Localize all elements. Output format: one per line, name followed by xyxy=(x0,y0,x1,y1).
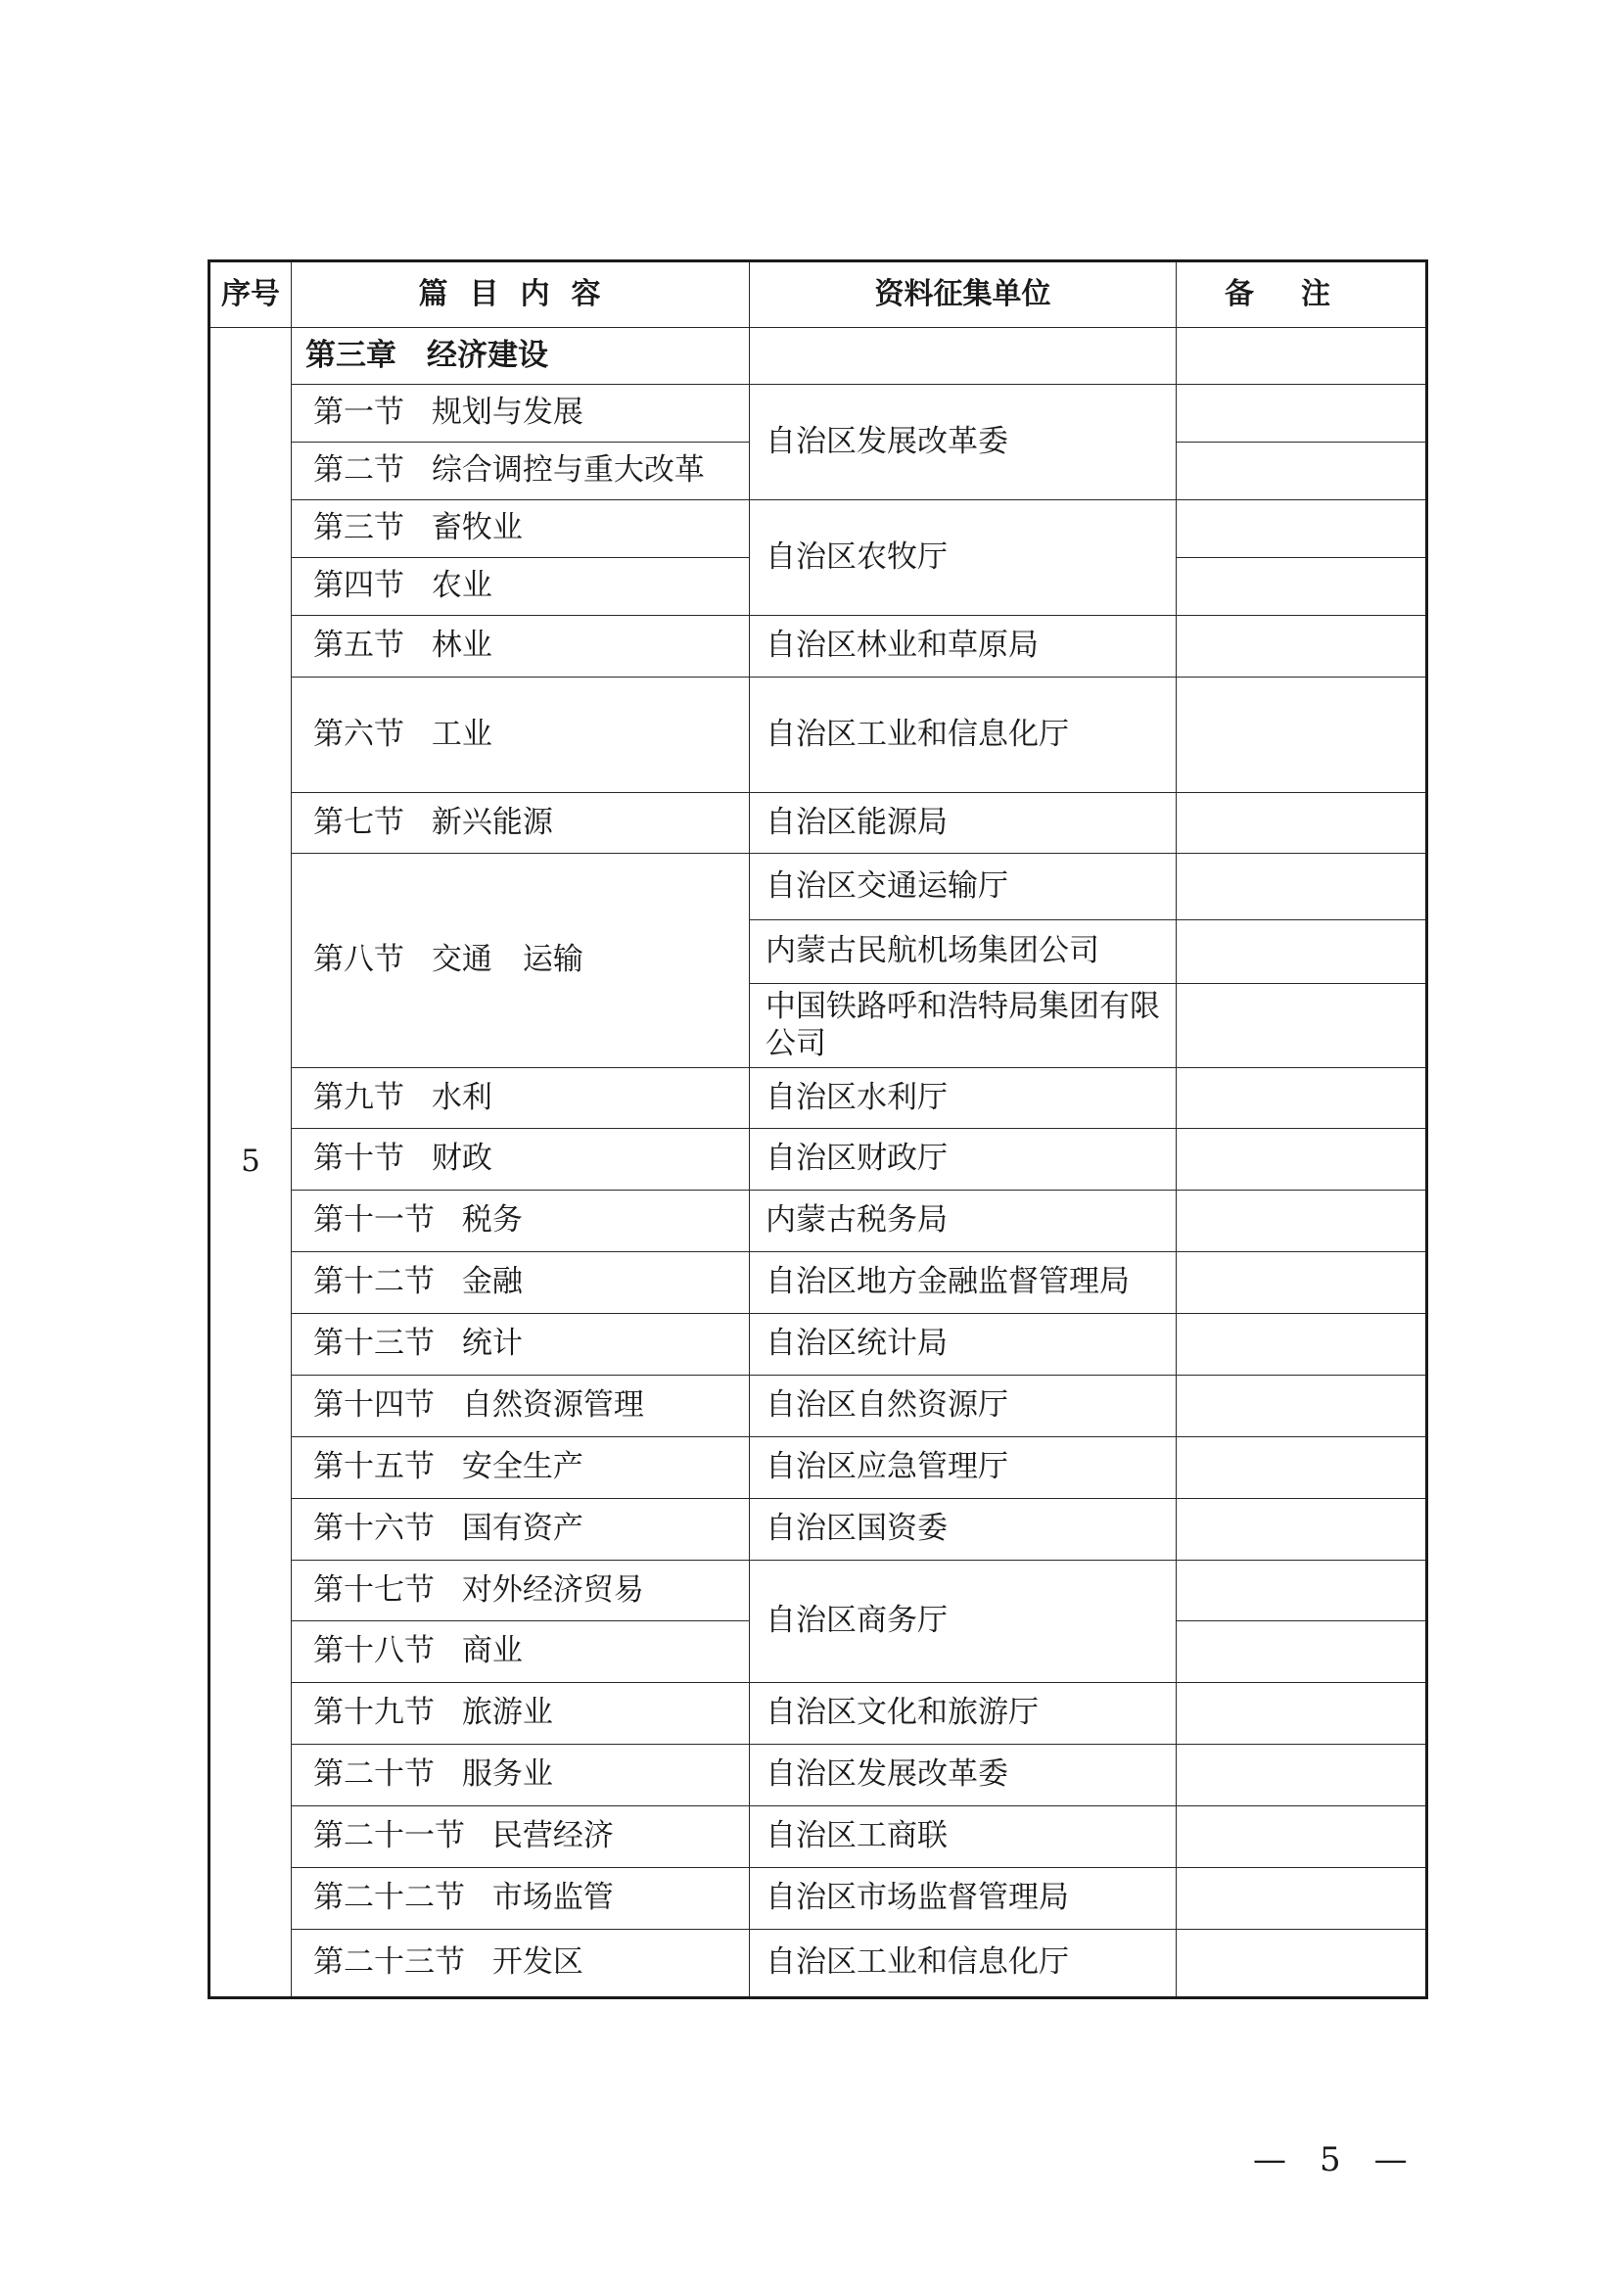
note-cell xyxy=(1177,1930,1427,1998)
note-cell xyxy=(1177,1621,1427,1683)
section-cell xyxy=(292,1499,750,1561)
table-row xyxy=(209,1129,1427,1191)
note-cell xyxy=(1177,500,1427,558)
note-cell xyxy=(1177,1129,1427,1191)
section-title: 林业 xyxy=(431,628,492,664)
unit-cell: 自治区发展改革委 xyxy=(750,385,1177,500)
section-label: 第七节 xyxy=(313,804,404,840)
seq-cell: 5 xyxy=(209,328,292,1998)
unit-cell: 中国铁路呼和浩特局集团有限公司 xyxy=(750,984,1177,1068)
note-cell xyxy=(1177,920,1427,984)
unit-cell: 自治区市场监督管理局 xyxy=(750,1868,1177,1930)
section-cell xyxy=(292,1437,750,1499)
section-title: 民营经济 xyxy=(491,1818,614,1854)
section-label: 第二十三节 xyxy=(313,1944,465,1981)
section-cell xyxy=(292,1191,750,1252)
unit-cell: 自治区文化和旅游厅 xyxy=(750,1683,1177,1745)
note-cell xyxy=(1177,1191,1427,1252)
note-cell xyxy=(1177,1252,1427,1314)
section-label: 第十九节 xyxy=(313,1695,435,1731)
header-unit: 资料征集单位 xyxy=(750,261,1177,328)
section-label: 第十八节 xyxy=(313,1633,435,1669)
section-title: 工业 xyxy=(431,716,492,752)
unit-cell: 自治区林业和草原局 xyxy=(750,616,1177,678)
section-title: 旅游业 xyxy=(461,1695,553,1731)
section-label: 第六节 xyxy=(313,716,404,752)
section-cell xyxy=(292,1745,750,1806)
unit-cell: 自治区工业和信息化厅 xyxy=(750,1930,1177,1998)
unit-cell: 自治区交通运输厅 xyxy=(750,854,1177,920)
unit-cell: 内蒙古民航机场集团公司 xyxy=(750,920,1177,984)
note-cell xyxy=(1177,328,1427,385)
section-cell xyxy=(292,854,750,1068)
section-title: 服务业 xyxy=(461,1756,553,1793)
table-row xyxy=(209,1437,1427,1499)
table-row xyxy=(209,500,1427,558)
unit-cell: 内蒙古税务局 xyxy=(750,1191,1177,1252)
section-title: 统计 xyxy=(461,1326,523,1362)
unit-cell: 自治区工商联 xyxy=(750,1806,1177,1868)
unit-cell: 自治区能源局 xyxy=(750,793,1177,854)
section-label: 第十五节 xyxy=(313,1449,435,1485)
section-label: 第十一节 xyxy=(313,1202,435,1239)
note-cell xyxy=(1177,1068,1427,1129)
note-cell xyxy=(1177,1314,1427,1376)
section-label: 第五节 xyxy=(313,628,404,664)
table-row xyxy=(209,1252,1427,1314)
table-row xyxy=(209,1314,1427,1376)
table-row xyxy=(209,385,1427,443)
table-row xyxy=(209,854,1427,920)
section-label: 第二十一节 xyxy=(313,1818,465,1854)
section-label: 第十二节 xyxy=(313,1264,435,1300)
table-row xyxy=(209,1068,1427,1129)
table-row xyxy=(209,328,1427,385)
section-cell xyxy=(292,1314,750,1376)
section-cell xyxy=(292,616,750,678)
section-cell xyxy=(292,1376,750,1437)
header-content: 篇目内容 xyxy=(292,261,750,328)
section-cell xyxy=(292,443,750,500)
note-cell xyxy=(1177,385,1427,443)
note-cell xyxy=(1177,616,1427,678)
section-title: 安全生产 xyxy=(461,1449,583,1485)
table-row xyxy=(209,1683,1427,1745)
unit-cell: 自治区水利厅 xyxy=(750,1068,1177,1129)
section-label: 第十节 xyxy=(313,1141,404,1177)
section-title: 国有资产 xyxy=(461,1511,583,1547)
chapter-table xyxy=(208,259,1428,1999)
table-row xyxy=(209,616,1427,678)
unit-cell: 自治区发展改革委 xyxy=(750,1745,1177,1806)
table-row xyxy=(209,1191,1427,1252)
note-cell xyxy=(1177,1437,1427,1499)
section-title: 金融 xyxy=(461,1264,523,1300)
section-label: 第九节 xyxy=(313,1079,404,1115)
unit-cell: 自治区农牧厅 xyxy=(750,500,1177,616)
section-cell xyxy=(292,678,750,793)
note-cell xyxy=(1177,443,1427,500)
header-seq: 序号 xyxy=(209,261,292,328)
section-cell xyxy=(292,1806,750,1868)
section-title: 畜牧业 xyxy=(431,510,523,546)
section-cell xyxy=(292,1129,750,1191)
section-title: 商业 xyxy=(461,1633,523,1669)
section-label: 第一节 xyxy=(313,395,404,431)
section-title: 财政 xyxy=(431,1141,492,1177)
note-cell xyxy=(1177,984,1427,1068)
table-row xyxy=(209,1376,1427,1437)
page-number: — 5 — xyxy=(1253,2140,1408,2179)
unit-cell: 自治区自然资源厅 xyxy=(750,1376,1177,1437)
section-title: 自然资源管理 xyxy=(461,1387,644,1424)
table-row xyxy=(209,793,1427,854)
note-cell xyxy=(1177,558,1427,616)
unit-cell: 自治区地方金融监督管理局 xyxy=(750,1252,1177,1314)
section-title: 税务 xyxy=(461,1202,523,1239)
section-title: 水利 xyxy=(431,1079,492,1115)
section-label: 第二十二节 xyxy=(313,1880,465,1916)
unit-cell: 自治区工业和信息化厅 xyxy=(750,678,1177,793)
section-label: 第十七节 xyxy=(313,1571,435,1608)
section-cell xyxy=(292,500,750,558)
section-title: 新兴能源 xyxy=(431,804,553,840)
header-row xyxy=(209,261,1427,328)
section-title: 对外经济贸易 xyxy=(461,1571,644,1608)
unit-cell: 自治区商务厅 xyxy=(750,1561,1177,1683)
section-cell xyxy=(292,1252,750,1314)
section-label: 第二节 xyxy=(313,452,404,489)
unit-cell-empty xyxy=(750,328,1177,385)
table-row xyxy=(209,1745,1427,1806)
section-label: 第八节 xyxy=(313,942,404,978)
section-cell xyxy=(292,1930,750,1998)
table-row xyxy=(209,1806,1427,1868)
section-cell xyxy=(292,1621,750,1683)
section-title: 农业 xyxy=(431,568,492,604)
unit-cell: 自治区财政厅 xyxy=(750,1129,1177,1191)
section-cell xyxy=(292,1868,750,1930)
note-cell xyxy=(1177,1868,1427,1930)
chapter-title: 第三章 经济建设 xyxy=(292,328,750,385)
note-cell xyxy=(1177,1806,1427,1868)
table-row xyxy=(209,1930,1427,1998)
section-cell xyxy=(292,385,750,443)
section-title: 综合调控与重大改革 xyxy=(431,452,705,489)
section-title: 交通 运输 xyxy=(431,942,583,978)
note-cell xyxy=(1177,678,1427,793)
note-cell xyxy=(1177,1376,1427,1437)
table-row xyxy=(209,678,1427,793)
note-cell xyxy=(1177,854,1427,920)
header-note: 备注 xyxy=(1177,261,1427,328)
section-title: 开发区 xyxy=(491,1944,583,1981)
section-cell xyxy=(292,1068,750,1129)
section-title: 市场监管 xyxy=(491,1880,614,1916)
section-label: 第二十节 xyxy=(313,1756,435,1793)
section-cell xyxy=(292,1683,750,1745)
table-row xyxy=(209,1561,1427,1621)
section-label: 第三节 xyxy=(313,510,404,546)
section-cell xyxy=(292,793,750,854)
section-cell xyxy=(292,1561,750,1621)
note-cell xyxy=(1177,793,1427,854)
note-cell xyxy=(1177,1499,1427,1561)
note-cell xyxy=(1177,1561,1427,1621)
unit-cell: 自治区应急管理厅 xyxy=(750,1437,1177,1499)
section-cell xyxy=(292,558,750,616)
section-title: 规划与发展 xyxy=(431,395,583,431)
unit-cell: 自治区统计局 xyxy=(750,1314,1177,1376)
note-cell xyxy=(1177,1745,1427,1806)
section-label: 第十六节 xyxy=(313,1511,435,1547)
section-label: 第四节 xyxy=(313,568,404,604)
unit-cell: 自治区国资委 xyxy=(750,1499,1177,1561)
section-label: 第十三节 xyxy=(313,1326,435,1362)
table-row xyxy=(209,1499,1427,1561)
note-cell xyxy=(1177,1683,1427,1745)
table-row xyxy=(209,1868,1427,1930)
section-label: 第十四节 xyxy=(313,1387,435,1424)
